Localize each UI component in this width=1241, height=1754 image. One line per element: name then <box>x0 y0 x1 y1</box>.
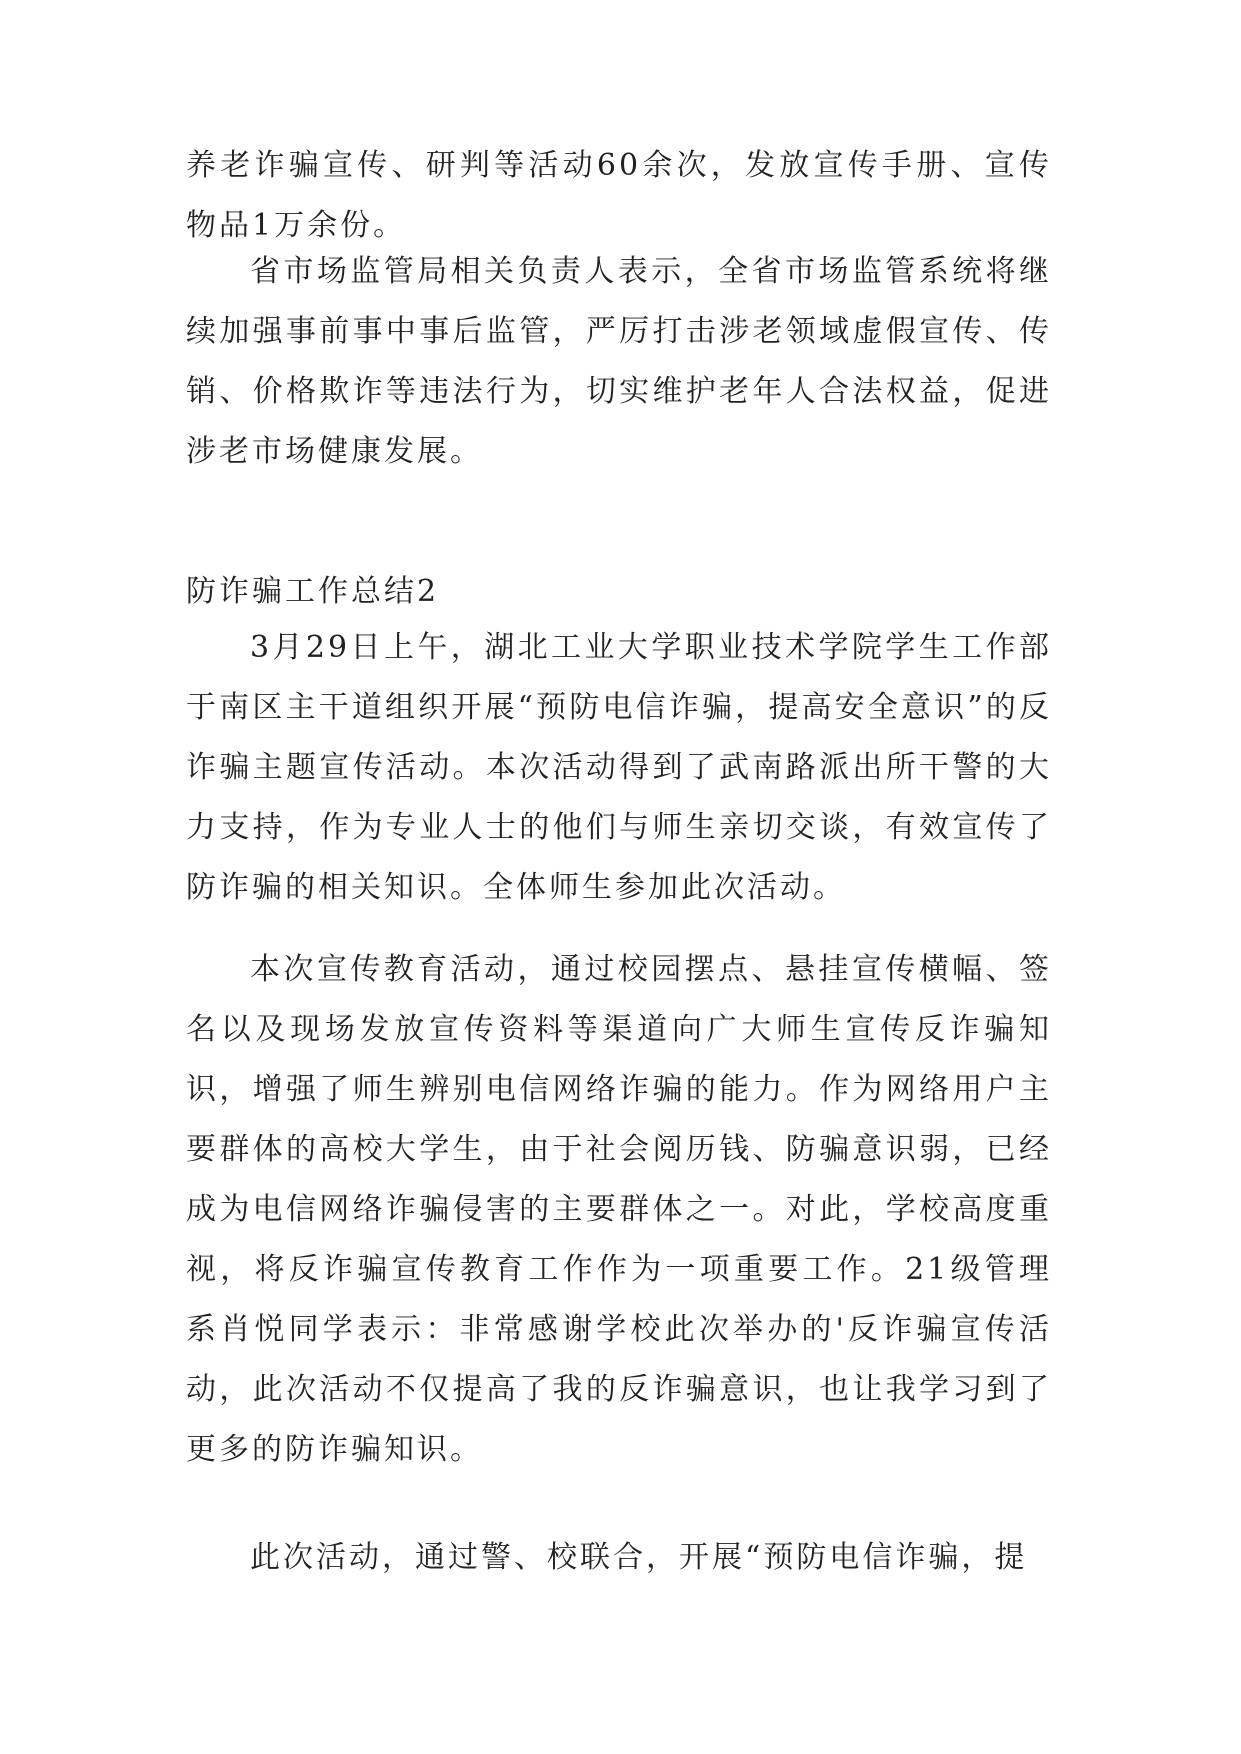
paragraph-3: 3月29日上午，湖北工业大学职业技术学院学生工作部于南区主干道组织开展“预防电信诈骗，提高安全意识”的反诈骗主题宣传活动。本次活动得到了武南路派出所干警的大力支持，作为专业人士的他们与师生亲切交谈，有效宣传了防诈骗的相关知识。全体师生参加此次活动。 <box>186 630 1052 905</box>
paragraph-1: 养老诈骗宣传、研判等活动60余次，发放宣传手册、宣传物品1万余份。 <box>186 148 1052 243</box>
paragraph-5: 此次活动，通过警、校联合，开展“预防电信诈骗，提 <box>250 1540 1028 1575</box>
section-heading-2: 防诈骗工作总结2 <box>186 574 440 609</box>
paragraph-2: 省市场监管局相关负责人表示，全省市场监管系统将继续加强事前事中事后监管，严厉打击涉老领域虚假宣传、传销、价格欺诈等违法行为，切实维护老年人合法权益，促进涉老市场健康发展。 <box>186 254 1052 469</box>
paragraph-4: 本次宣传教育活动，通过校园摆点、悬挂宣传横幅、签名以及现场发放宣传资料等渠道向广大师生宣传反诈骗知识，增强了师生辨别电信网络诈骗的能力。作为网络用户主要群体的高校大学生，由于社会阅历钱、防骗意识弱，已经成为电信网络诈骗侵害的主要群体之一。对此，学校高度重视，将反诈骗宣传教育工作作为一项重要工作。21级管理系肖悦同学表示：非常感谢学校此次举办的'反诈骗宣传活动，此次活动不仅提高了我的反诈骗意识，也让我学习到了更多的防诈骗知识。 <box>186 952 1052 1467</box>
